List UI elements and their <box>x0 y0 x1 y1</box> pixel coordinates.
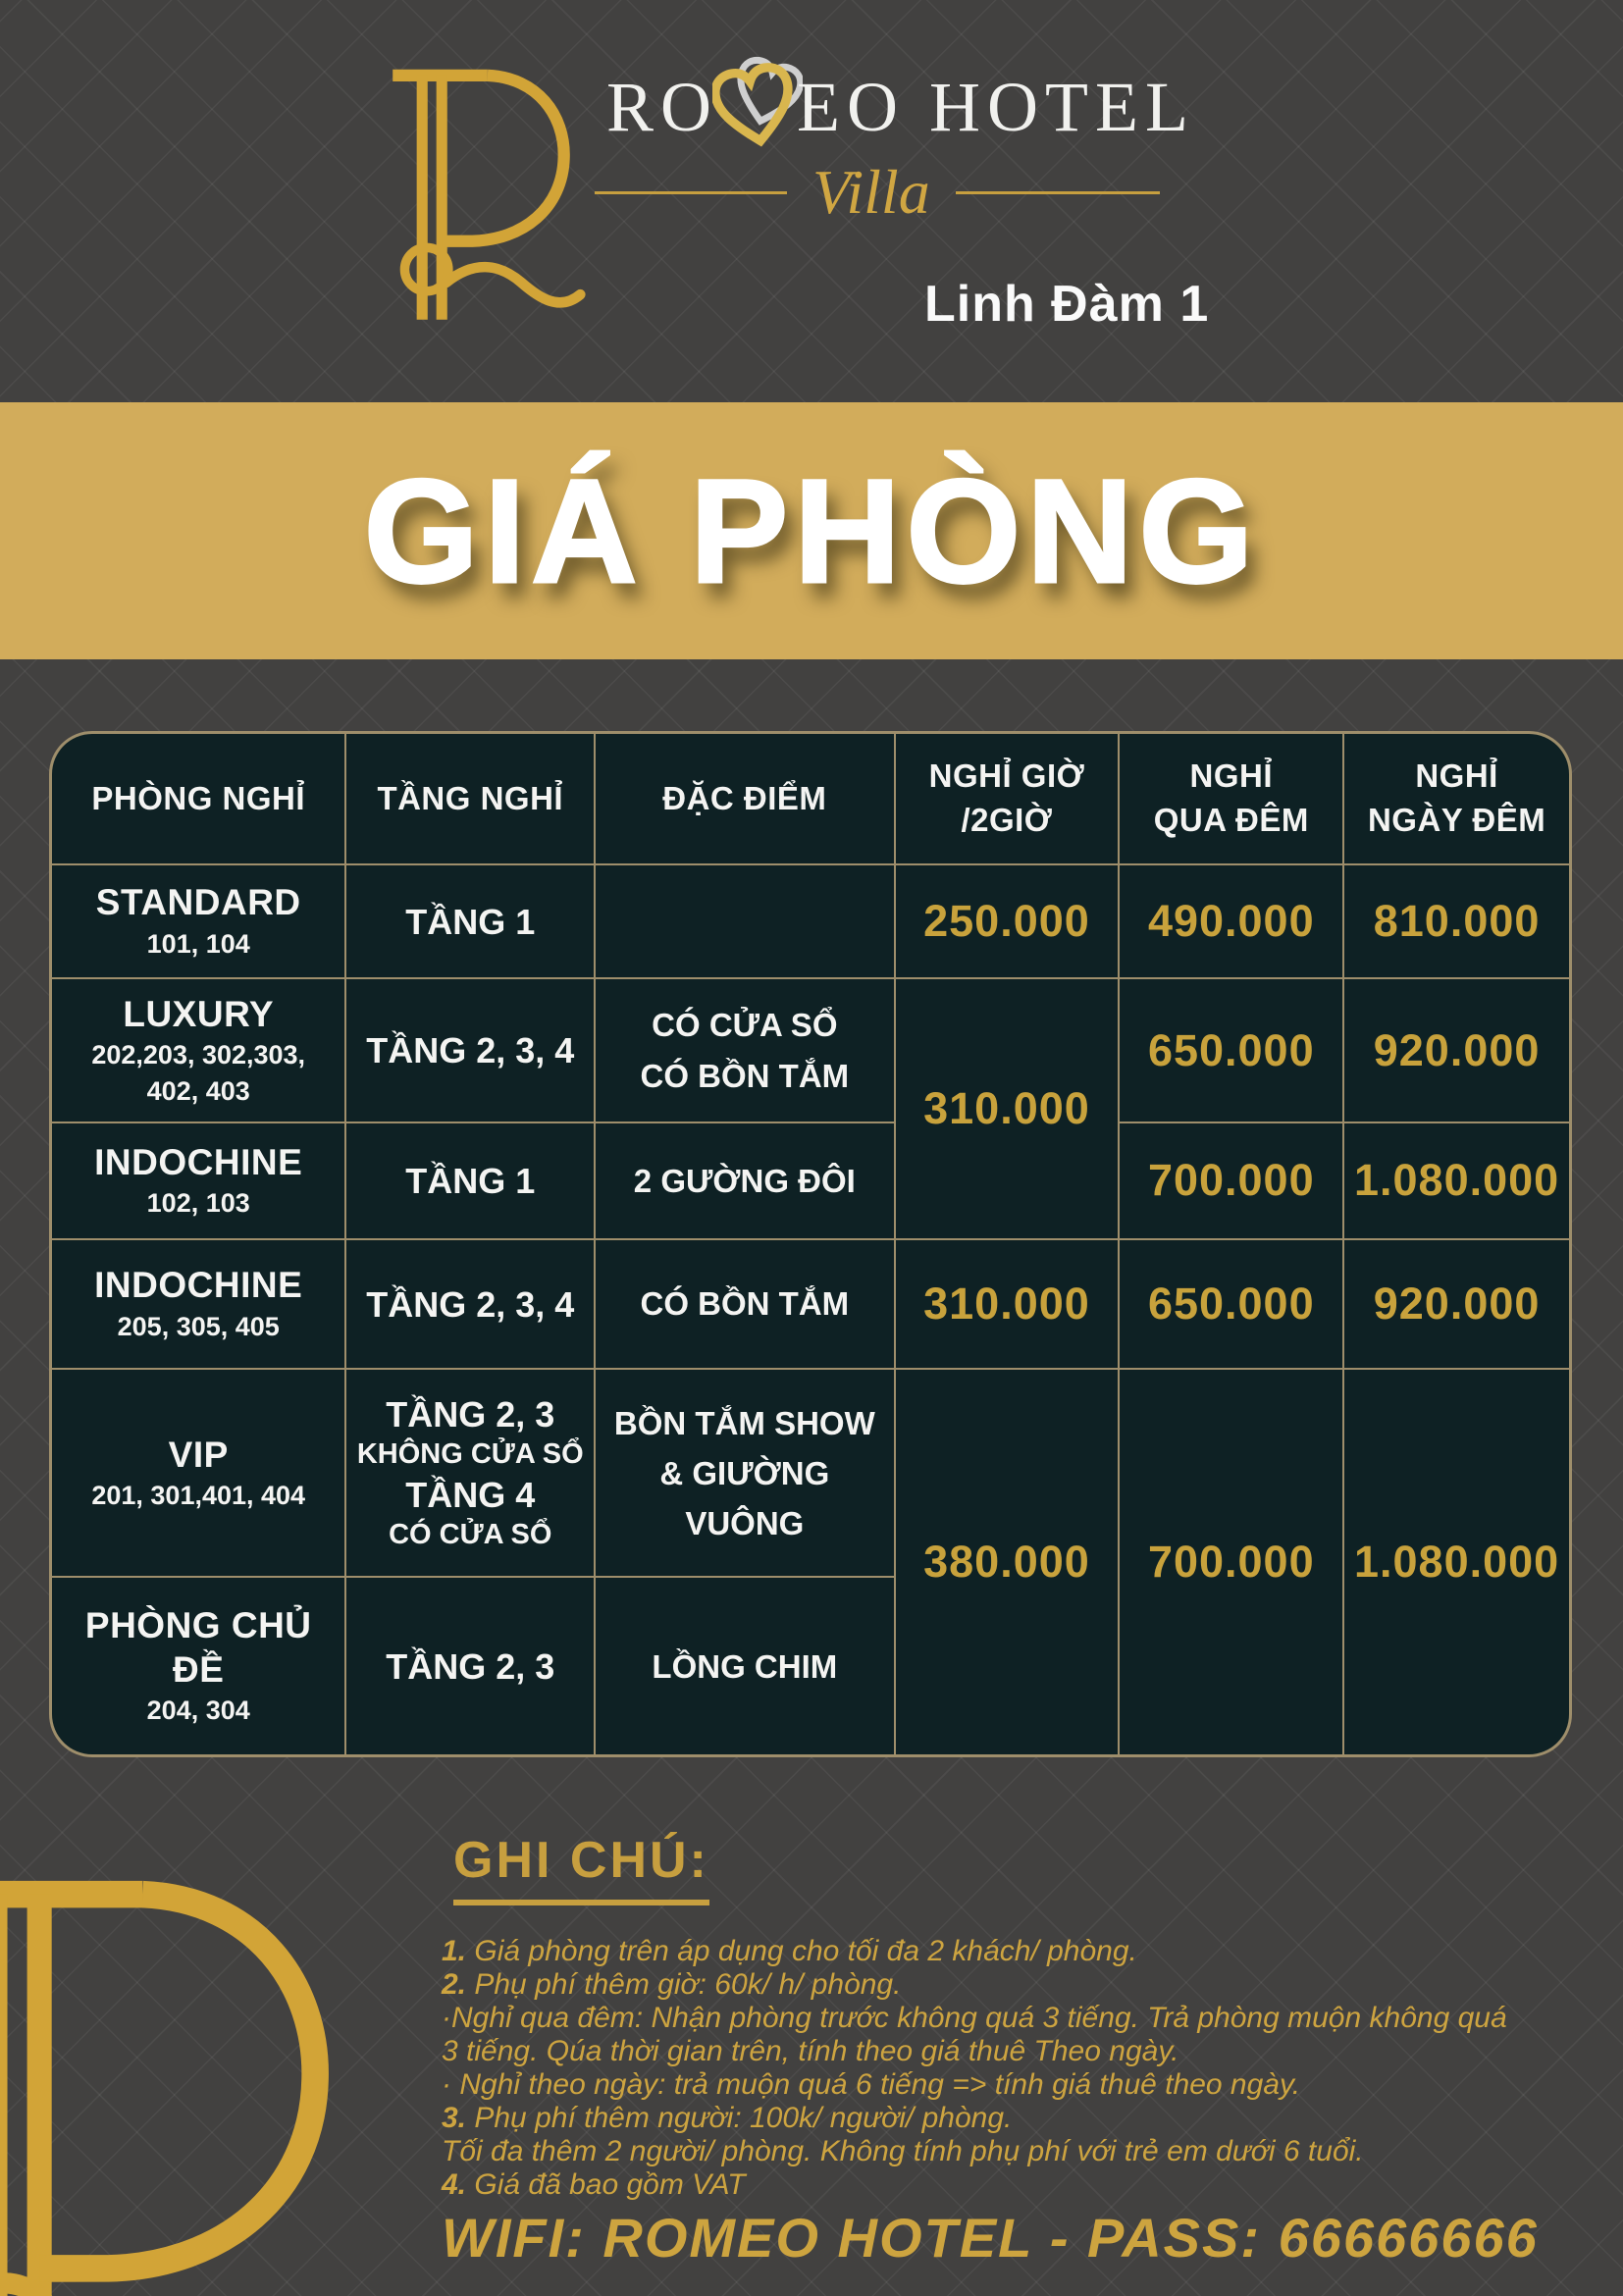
table-row-indochine1-name: INDOCHINE 102, 103 <box>52 1123 344 1238</box>
table-row-indochine1-overnight: 700.000 <box>1120 1123 1342 1238</box>
notes-heading: GHI CHÚ: <box>453 1831 709 1905</box>
notes-list <box>442 1935 1609 2202</box>
page-title: GIÁ PHÒNG <box>363 447 1260 613</box>
table-row-luxury-floor: TẦNG 2, 3, 4 <box>346 979 594 1122</box>
note-line: 3 tiếng. Qúa thời gian trên, tính theo giá thuê Theo ngày. <box>442 2035 1179 2067</box>
gold-divider-left <box>595 191 787 194</box>
table-row-vip-feature: BỒN TẮM SHOW & GIƯỜNG VUÔNG <box>596 1370 893 1576</box>
table-row-indochine2-daynight: 920.000 <box>1344 1240 1569 1368</box>
note-line: 3. Phụ phí thêm người: 100k/ người/ phòng. <box>442 2102 1013 2134</box>
monogram-watermark <box>0 1857 367 2296</box>
table-row-indochine1-feature: 2 GƯỜNG ĐÔI <box>596 1123 893 1238</box>
table-row-standard-feature <box>596 865 893 977</box>
col-header-hourly: NGHỈ GIỜ /2GIỜ <box>896 734 1119 863</box>
table-row-indochine2-feature: CÓ BỒN TẮM <box>596 1240 893 1368</box>
villa-script: Villa <box>812 157 930 227</box>
brand-word-left: RO <box>606 68 719 146</box>
col-header-room: PHÒNG NGHỈ <box>52 734 344 863</box>
note-line: ·Nghỉ qua đêm: Nhận phòng trước không quá 3 tiếng. Trả phòng muộn không quá <box>442 2002 1507 2034</box>
table-row-theme-feature: LỒNG CHIM <box>596 1578 893 1754</box>
wifi-info: WIFI: ROMEO HOTEL - PASS: 66666666 <box>442 2207 1539 2269</box>
table-row-indochine2-overnight: 650.000 <box>1120 1240 1342 1368</box>
table-row-indochine2-hourly: 310.000 <box>896 1240 1119 1368</box>
table-row-vip-floor: TẦNG 2, 3 KHÔNG CỬA SỔ TẦNG 4 CÓ CỬA SỔ <box>346 1370 594 1576</box>
table-row-theme-floor: TẦNG 2, 3 <box>346 1578 594 1754</box>
table-row-standard-daynight: 810.000 <box>1344 865 1569 977</box>
table-row-standard-name: STANDARD 101, 104 <box>52 865 344 977</box>
interlocked-hearts-icon <box>712 51 803 153</box>
note-line: Tối đa thêm 2 người/ phòng. Không tính phụ phí với trẻ em dưới 6 tuổi. <box>442 2135 1364 2167</box>
note-line: 4. Giá đã bao gồm VAT <box>442 2168 746 2201</box>
table-row-indochine1-daynight: 1.080.000 <box>1344 1123 1569 1238</box>
merged-hourly-vip-theme: 380.000 <box>896 1370 1119 1754</box>
table-row-luxury-overnight: 650.000 <box>1120 979 1342 1122</box>
col-header-daynight: NGHỈ NGÀY ĐÊM <box>1344 734 1569 863</box>
table-row-standard-overnight: 490.000 <box>1120 865 1342 977</box>
merged-overnight-vip-theme: 700.000 <box>1120 1370 1342 1754</box>
col-header-floor: TẦNG NGHỈ <box>346 734 594 863</box>
note-line: 1. Giá phòng trên áp dụng cho tối đa 2 khách/ phòng. <box>442 1935 1137 1967</box>
table-row-luxury-daynight: 920.000 <box>1344 979 1569 1122</box>
col-header-feature: ĐẶC ĐIỂM <box>596 734 893 863</box>
brand-word-right: EO HOTEL <box>797 68 1195 146</box>
romeo-monogram-logo <box>391 59 587 321</box>
note-line: 2. Phụ phí thêm giờ: 60k/ h/ phòng. <box>442 1968 902 2001</box>
table-row-indochine2-name: INDOCHINE 205, 305, 405 <box>52 1240 344 1368</box>
note-line: · Nghỉ theo ngày: trả muộn quá 6 tiếng => tính giá thuê theo ngày. <box>442 2068 1301 2101</box>
table-row-standard-hourly: 250.000 <box>896 865 1119 977</box>
merged-hourly-luxury-indochine: 310.000 <box>896 979 1119 1238</box>
branch-name: Linh Đàm 1 <box>924 276 1210 333</box>
table-row-vip-name: VIP 201, 301,401, 404 <box>52 1370 344 1576</box>
table-row-luxury-feature: CÓ CỬA SỔ CÓ BỒN TẮM <box>596 979 893 1122</box>
table-row-luxury-name: LUXURY 202,203, 302,303, 402, 403 <box>52 979 344 1122</box>
table-row-standard-floor: TẦNG 1 <box>346 865 594 977</box>
table-row-indochine2-floor: TẦNG 2, 3, 4 <box>346 1240 594 1368</box>
price-table <box>49 731 1572 1757</box>
villa-script-row <box>595 157 1160 227</box>
merged-daynight-vip-theme: 1.080.000 <box>1344 1370 1569 1754</box>
title-banner <box>0 402 1623 659</box>
table-row-indochine1-floor: TẦNG 1 <box>346 1123 594 1238</box>
col-header-overnight: NGHỈ QUA ĐÊM <box>1120 734 1342 863</box>
gold-divider-right <box>956 191 1160 194</box>
table-row-theme-name: PHÒNG CHỦ ĐỀ 204, 304 <box>52 1578 344 1754</box>
